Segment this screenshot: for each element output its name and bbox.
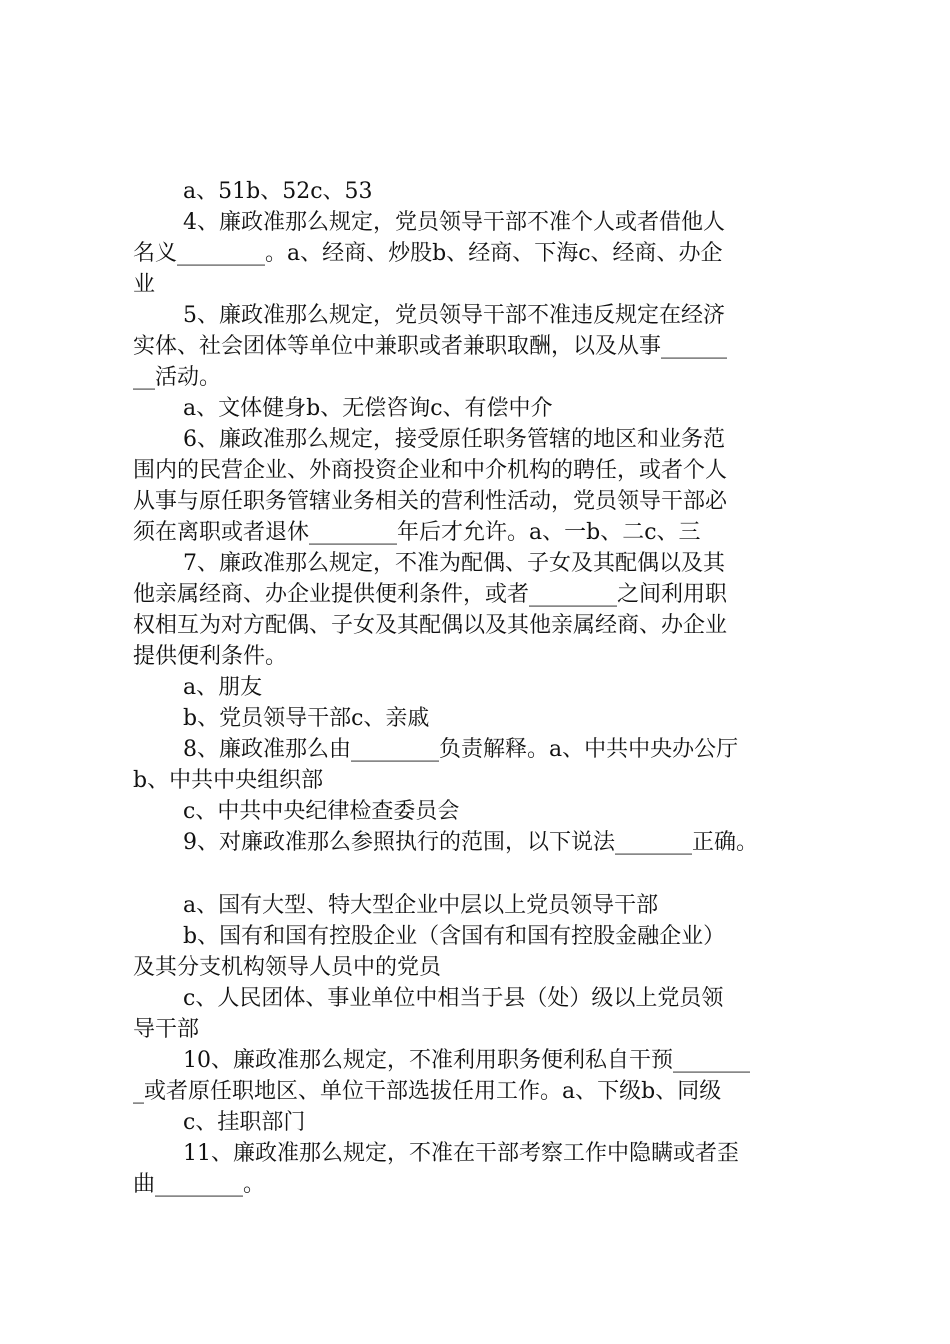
document-body: [133, 176, 823, 1200]
text-line: b、国有和国有控股企业（含国有和国有控股金融企业）: [183, 924, 726, 949]
text-line: 围内的民营企业、外商投资企业和中介机构的聘任，或者个人: [133, 458, 728, 483]
text-line: 他亲属经商、办企业提供便利条件，或者________之间利用职: [133, 582, 728, 607]
text-line: 导干部: [133, 1017, 200, 1042]
text-line: 10、廉政准那么规定，不准利用职务便利私自干预_______: [183, 1048, 750, 1073]
text-line: 业: [133, 272, 156, 297]
text-line: 权相互为对方配偶、子女及其配偶以及其他亲属经商、办企业: [133, 613, 728, 638]
text-line: 实体、社会团体等单位中兼职或者兼职取酬，以及从事______: [133, 334, 728, 359]
text-line: c、中共中央纪律检查委员会: [183, 799, 460, 824]
text-line: 须在离职或者退休________年后才允许。a、一b、二c、三: [133, 520, 701, 545]
text-line: 8、廉政准那么由________负责解释。a、中共中央办公厅: [183, 737, 739, 762]
text-line: a、国有大型、特大型企业中层以上党员领导干部: [183, 893, 659, 918]
text-line: 提供便利条件。: [133, 644, 288, 669]
text-line: a、51b、52c、53: [183, 179, 373, 204]
text-line: a、朋友: [183, 675, 263, 700]
text-line: 从事与原任职务管辖业务相关的营利性活动，党员领导干部必: [133, 489, 728, 514]
text-line: a、文体健身b、无偿咨询c、有偿中介: [183, 396, 553, 421]
text-line: 名义________。a、经商、炒股b、经商、下海c、经商、办企: [133, 241, 723, 266]
text-line: 及其分支机构领导人员中的党员: [133, 955, 442, 980]
text-line: 7、廉政准那么规定，不准为配偶、子女及其配偶以及其: [183, 551, 725, 576]
text-line: c、挂职部门: [183, 1110, 306, 1135]
text-line: 6、廉政准那么规定，接受原任职务管辖的地区和业务范: [183, 427, 725, 452]
text-line: 5、廉政准那么规定，党员领导干部不准违反规定在经济: [183, 303, 725, 328]
text-line: 11、廉政准那么规定，不准在干部考察工作中隐瞒或者歪: [183, 1141, 739, 1166]
text-line: c、人民团体、事业单位中相当于县（处）级以上党员领: [183, 986, 724, 1011]
text-line: _或者原任职地区、单位干部选拔任用工作。a、下级b、同级: [133, 1079, 722, 1104]
text-line: __活动。: [133, 365, 222, 390]
text-line: b、中共中央组织部: [133, 768, 324, 793]
text-line: 4、廉政准那么规定，党员领导干部不准个人或者借他人: [183, 210, 725, 235]
blank-line: [133, 858, 823, 890]
text-line: b、党员领导干部c、亲戚: [183, 706, 430, 731]
text-line: 9、对廉政准那么参照执行的范围，以下说法_______正确。: [183, 830, 758, 855]
text-line: 曲________。: [133, 1172, 266, 1197]
